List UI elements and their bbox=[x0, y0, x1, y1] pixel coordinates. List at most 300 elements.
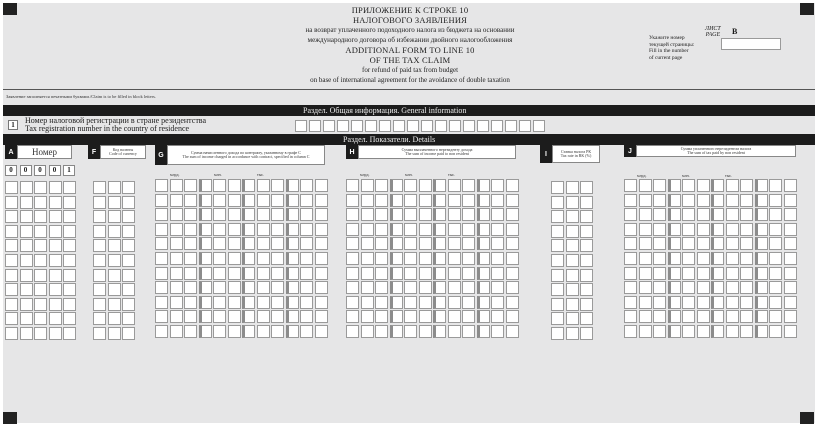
income-paid-box[interactable] bbox=[448, 237, 461, 250]
tax-paid-box[interactable] bbox=[784, 252, 797, 265]
income-charged-box[interactable] bbox=[184, 252, 197, 265]
tax-paid-box[interactable] bbox=[769, 179, 782, 192]
tax-paid-box[interactable] bbox=[740, 296, 753, 309]
tax-rate-box[interactable] bbox=[566, 239, 579, 252]
currency-code-box[interactable] bbox=[108, 181, 121, 194]
tax-paid-box[interactable] bbox=[711, 281, 724, 294]
income-paid-box[interactable] bbox=[404, 281, 417, 294]
income-paid-box[interactable] bbox=[419, 325, 432, 338]
income-paid-box[interactable] bbox=[448, 179, 461, 192]
tax-rate-box[interactable] bbox=[580, 269, 593, 282]
tax-rate-box[interactable] bbox=[580, 225, 593, 238]
income-charged-box[interactable] bbox=[286, 281, 299, 294]
tax-paid-box[interactable] bbox=[755, 194, 768, 207]
income-paid-box[interactable] bbox=[433, 208, 446, 221]
tax-paid-box[interactable] bbox=[726, 325, 739, 338]
income-paid-box[interactable] bbox=[506, 223, 519, 236]
income-charged-box[interactable] bbox=[242, 179, 255, 192]
income-charged-box[interactable] bbox=[300, 252, 313, 265]
income-charged-box[interactable] bbox=[199, 267, 212, 280]
income-charged-box[interactable] bbox=[228, 208, 241, 221]
income-charged-box[interactable] bbox=[155, 267, 168, 280]
tax-rate-box[interactable] bbox=[580, 298, 593, 311]
row-number-box[interactable] bbox=[5, 298, 18, 311]
income-charged-box[interactable] bbox=[257, 325, 270, 338]
income-paid-box[interactable] bbox=[491, 237, 504, 250]
income-paid-box[interactable] bbox=[390, 267, 403, 280]
tax-paid-box[interactable] bbox=[784, 237, 797, 250]
row-number-box[interactable] bbox=[5, 254, 18, 267]
tax-paid-box[interactable] bbox=[639, 237, 652, 250]
row-number-box[interactable] bbox=[49, 298, 62, 311]
currency-code-box[interactable] bbox=[93, 210, 106, 223]
income-charged-box[interactable] bbox=[300, 281, 313, 294]
income-paid-box[interactable] bbox=[506, 208, 519, 221]
income-paid-box[interactable] bbox=[477, 325, 490, 338]
tax-paid-box[interactable] bbox=[784, 208, 797, 221]
income-paid-box[interactable] bbox=[462, 223, 475, 236]
income-charged-box[interactable] bbox=[155, 252, 168, 265]
income-charged-box[interactable] bbox=[170, 310, 183, 323]
income-paid-box[interactable] bbox=[375, 223, 388, 236]
income-charged-box[interactable] bbox=[155, 237, 168, 250]
tax-rate-box[interactable] bbox=[566, 283, 579, 296]
tax-registration-char-box[interactable] bbox=[463, 120, 475, 132]
income-paid-box[interactable] bbox=[346, 281, 359, 294]
tax-paid-box[interactable] bbox=[682, 296, 695, 309]
income-paid-box[interactable] bbox=[404, 223, 417, 236]
tax-paid-box[interactable] bbox=[769, 281, 782, 294]
row-number-box[interactable] bbox=[63, 327, 76, 340]
income-paid-box[interactable] bbox=[491, 179, 504, 192]
income-charged-box[interactable] bbox=[271, 267, 284, 280]
income-paid-box[interactable] bbox=[346, 237, 359, 250]
income-charged-box[interactable] bbox=[242, 267, 255, 280]
tax-paid-box[interactable] bbox=[755, 252, 768, 265]
tax-paid-box[interactable] bbox=[769, 237, 782, 250]
row-number-box[interactable] bbox=[49, 225, 62, 238]
tax-paid-box[interactable] bbox=[653, 194, 666, 207]
income-charged-box[interactable] bbox=[315, 281, 328, 294]
income-paid-box[interactable] bbox=[448, 281, 461, 294]
tax-rate-box[interactable] bbox=[551, 283, 564, 296]
income-paid-box[interactable] bbox=[433, 325, 446, 338]
currency-code-box[interactable] bbox=[93, 283, 106, 296]
row-number-box[interactable] bbox=[63, 254, 76, 267]
income-charged-box[interactable] bbox=[213, 325, 226, 338]
income-charged-box[interactable] bbox=[170, 281, 183, 294]
income-charged-box[interactable] bbox=[199, 179, 212, 192]
tax-paid-box[interactable] bbox=[784, 296, 797, 309]
tax-registration-input[interactable] bbox=[295, 120, 547, 132]
tax-paid-box[interactable] bbox=[726, 252, 739, 265]
row-number-box[interactable] bbox=[34, 225, 47, 238]
income-paid-box[interactable] bbox=[404, 325, 417, 338]
tax-paid-box[interactable] bbox=[682, 252, 695, 265]
tax-paid-box[interactable] bbox=[653, 252, 666, 265]
income-charged-box[interactable] bbox=[315, 237, 328, 250]
income-charged-box[interactable] bbox=[170, 325, 183, 338]
tax-rate-box[interactable] bbox=[580, 312, 593, 325]
income-paid-box[interactable] bbox=[419, 296, 432, 309]
income-charged-box[interactable] bbox=[213, 310, 226, 323]
income-charged-box[interactable] bbox=[271, 296, 284, 309]
currency-code-box[interactable] bbox=[93, 269, 106, 282]
income-charged-box[interactable] bbox=[213, 223, 226, 236]
income-charged-box[interactable] bbox=[199, 223, 212, 236]
row-number-box[interactable] bbox=[34, 254, 47, 267]
income-paid-box[interactable] bbox=[419, 237, 432, 250]
row-number-box[interactable] bbox=[49, 239, 62, 252]
income-charged-box[interactable] bbox=[242, 325, 255, 338]
currency-code-box[interactable] bbox=[122, 283, 135, 296]
income-charged-box[interactable] bbox=[257, 237, 270, 250]
tax-paid-box[interactable] bbox=[711, 179, 724, 192]
tax-paid-box[interactable] bbox=[639, 194, 652, 207]
income-charged-box[interactable] bbox=[155, 325, 168, 338]
currency-code-box[interactable] bbox=[108, 312, 121, 325]
income-paid-box[interactable] bbox=[491, 267, 504, 280]
income-paid-box[interactable] bbox=[419, 208, 432, 221]
income-paid-box[interactable] bbox=[433, 310, 446, 323]
currency-code-box[interactable] bbox=[93, 239, 106, 252]
tax-paid-box[interactable] bbox=[711, 267, 724, 280]
row-number-box[interactable] bbox=[49, 269, 62, 282]
income-charged-box[interactable] bbox=[315, 208, 328, 221]
tax-paid-box[interactable] bbox=[769, 310, 782, 323]
tax-paid-box[interactable] bbox=[624, 223, 637, 236]
tax-paid-box[interactable] bbox=[668, 194, 681, 207]
row-number-box[interactable] bbox=[63, 283, 76, 296]
income-paid-box[interactable] bbox=[375, 281, 388, 294]
row-number-box[interactable] bbox=[20, 210, 33, 223]
tax-paid-box[interactable] bbox=[682, 208, 695, 221]
row-number-box[interactable] bbox=[34, 181, 47, 194]
row-number-box[interactable] bbox=[5, 225, 18, 238]
income-charged-box[interactable] bbox=[286, 223, 299, 236]
tax-rate-box[interactable] bbox=[566, 254, 579, 267]
row-number-box[interactable] bbox=[49, 181, 62, 194]
tax-paid-box[interactable] bbox=[653, 237, 666, 250]
tax-rate-box[interactable] bbox=[551, 239, 564, 252]
income-paid-box[interactable] bbox=[506, 194, 519, 207]
income-paid-box[interactable] bbox=[448, 296, 461, 309]
tax-paid-box[interactable] bbox=[740, 237, 753, 250]
income-paid-box[interactable] bbox=[433, 194, 446, 207]
tax-paid-box[interactable] bbox=[639, 252, 652, 265]
income-paid-box[interactable] bbox=[477, 267, 490, 280]
income-paid-box[interactable] bbox=[419, 223, 432, 236]
tax-paid-box[interactable] bbox=[769, 194, 782, 207]
tax-paid-box[interactable] bbox=[668, 267, 681, 280]
tax-paid-box[interactable] bbox=[726, 179, 739, 192]
income-paid-box[interactable] bbox=[361, 325, 374, 338]
tax-rate-box[interactable] bbox=[551, 298, 564, 311]
currency-code-box[interactable] bbox=[93, 298, 106, 311]
row-number-box[interactable] bbox=[20, 196, 33, 209]
income-paid-box[interactable] bbox=[506, 252, 519, 265]
currency-code-box[interactable] bbox=[122, 196, 135, 209]
tax-paid-box[interactable] bbox=[755, 325, 768, 338]
income-charged-box[interactable] bbox=[300, 194, 313, 207]
income-paid-box[interactable] bbox=[375, 296, 388, 309]
currency-code-box[interactable] bbox=[122, 210, 135, 223]
income-charged-box[interactable] bbox=[271, 281, 284, 294]
currency-code-box[interactable] bbox=[108, 269, 121, 282]
income-charged-box[interactable] bbox=[286, 237, 299, 250]
row-number-box[interactable] bbox=[63, 210, 76, 223]
tax-registration-char-box[interactable] bbox=[449, 120, 461, 132]
income-charged-box[interactable] bbox=[242, 194, 255, 207]
row-number-box[interactable] bbox=[20, 254, 33, 267]
income-charged-box[interactable] bbox=[199, 208, 212, 221]
income-charged-box[interactable] bbox=[170, 237, 183, 250]
tax-paid-box[interactable] bbox=[653, 179, 666, 192]
tax-paid-box[interactable] bbox=[697, 237, 710, 250]
tax-paid-box[interactable] bbox=[624, 194, 637, 207]
income-charged-box[interactable] bbox=[184, 179, 197, 192]
income-paid-box[interactable] bbox=[390, 194, 403, 207]
tax-paid-box[interactable] bbox=[624, 296, 637, 309]
tax-paid-box[interactable] bbox=[740, 310, 753, 323]
income-paid-box[interactable] bbox=[346, 223, 359, 236]
income-charged-box[interactable] bbox=[184, 267, 197, 280]
tax-paid-box[interactable] bbox=[755, 310, 768, 323]
tax-paid-box[interactable] bbox=[769, 296, 782, 309]
income-paid-box[interactable] bbox=[433, 267, 446, 280]
income-paid-box[interactable] bbox=[477, 223, 490, 236]
income-charged-box[interactable] bbox=[286, 194, 299, 207]
tax-paid-box[interactable] bbox=[755, 208, 768, 221]
income-charged-box[interactable] bbox=[170, 208, 183, 221]
tax-paid-box[interactable] bbox=[769, 208, 782, 221]
income-charged-box[interactable] bbox=[199, 237, 212, 250]
row-number-box[interactable] bbox=[63, 239, 76, 252]
income-paid-box[interactable] bbox=[477, 296, 490, 309]
tax-paid-box[interactable] bbox=[639, 310, 652, 323]
income-paid-box[interactable] bbox=[448, 310, 461, 323]
tax-paid-box[interactable] bbox=[639, 179, 652, 192]
tax-paid-box[interactable] bbox=[653, 223, 666, 236]
income-charged-box[interactable] bbox=[242, 208, 255, 221]
income-charged-box[interactable] bbox=[315, 252, 328, 265]
income-paid-box[interactable] bbox=[375, 310, 388, 323]
currency-code-box[interactable] bbox=[122, 239, 135, 252]
tax-paid-box[interactable] bbox=[740, 194, 753, 207]
income-paid-box[interactable] bbox=[491, 252, 504, 265]
tax-paid-box[interactable] bbox=[668, 281, 681, 294]
tax-rate-box[interactable] bbox=[551, 225, 564, 238]
tax-paid-box[interactable] bbox=[624, 281, 637, 294]
income-charged-box[interactable] bbox=[300, 208, 313, 221]
income-paid-box[interactable] bbox=[506, 310, 519, 323]
income-paid-box[interactable] bbox=[346, 267, 359, 280]
income-charged-box[interactable] bbox=[271, 310, 284, 323]
income-paid-box[interactable] bbox=[462, 296, 475, 309]
tax-paid-box[interactable] bbox=[711, 252, 724, 265]
tax-registration-char-box[interactable] bbox=[309, 120, 321, 132]
income-paid-box[interactable] bbox=[506, 296, 519, 309]
income-paid-box[interactable] bbox=[433, 296, 446, 309]
income-paid-box[interactable] bbox=[346, 252, 359, 265]
tax-paid-box[interactable] bbox=[740, 179, 753, 192]
income-charged-box[interactable] bbox=[184, 194, 197, 207]
tax-paid-box[interactable] bbox=[624, 325, 637, 338]
tax-rate-box[interactable] bbox=[551, 210, 564, 223]
income-charged-box[interactable] bbox=[300, 223, 313, 236]
currency-code-box[interactable] bbox=[122, 327, 135, 340]
tax-paid-box[interactable] bbox=[697, 179, 710, 192]
tax-rate-box[interactable] bbox=[580, 327, 593, 340]
income-paid-box[interactable] bbox=[491, 325, 504, 338]
currency-code-box[interactable] bbox=[108, 239, 121, 252]
row-number-box[interactable] bbox=[49, 254, 62, 267]
income-paid-box[interactable] bbox=[361, 296, 374, 309]
tax-paid-box[interactable] bbox=[755, 179, 768, 192]
tax-paid-box[interactable] bbox=[697, 310, 710, 323]
row-number-box[interactable] bbox=[34, 239, 47, 252]
income-charged-box[interactable] bbox=[213, 208, 226, 221]
income-paid-box[interactable] bbox=[433, 179, 446, 192]
income-paid-box[interactable] bbox=[419, 179, 432, 192]
income-charged-box[interactable] bbox=[228, 267, 241, 280]
currency-code-box[interactable] bbox=[122, 181, 135, 194]
tax-paid-box[interactable] bbox=[668, 296, 681, 309]
row-number-box[interactable] bbox=[34, 298, 47, 311]
tax-paid-box[interactable] bbox=[697, 267, 710, 280]
row-number-box[interactable] bbox=[63, 312, 76, 325]
income-charged-box[interactable] bbox=[271, 179, 284, 192]
tax-paid-box[interactable] bbox=[784, 281, 797, 294]
tax-rate-box[interactable] bbox=[551, 181, 564, 194]
tax-paid-box[interactable] bbox=[639, 281, 652, 294]
currency-code-box[interactable] bbox=[93, 196, 106, 209]
income-charged-box[interactable] bbox=[315, 296, 328, 309]
tax-paid-box[interactable] bbox=[668, 325, 681, 338]
income-paid-box[interactable] bbox=[491, 208, 504, 221]
tax-paid-box[interactable] bbox=[740, 325, 753, 338]
tax-rate-box[interactable] bbox=[551, 196, 564, 209]
tax-paid-box[interactable] bbox=[639, 208, 652, 221]
currency-code-box[interactable] bbox=[93, 254, 106, 267]
row-number-box[interactable] bbox=[63, 196, 76, 209]
income-charged-box[interactable] bbox=[242, 310, 255, 323]
income-paid-box[interactable] bbox=[491, 310, 504, 323]
income-charged-box[interactable] bbox=[286, 325, 299, 338]
income-charged-box[interactable] bbox=[242, 252, 255, 265]
income-paid-box[interactable] bbox=[346, 310, 359, 323]
tax-rate-box[interactable] bbox=[566, 298, 579, 311]
row-number-box[interactable] bbox=[5, 327, 18, 340]
tax-paid-box[interactable] bbox=[784, 267, 797, 280]
row-number-box[interactable] bbox=[34, 210, 47, 223]
tax-paid-box[interactable] bbox=[726, 281, 739, 294]
row-number-box[interactable] bbox=[20, 327, 33, 340]
income-paid-box[interactable] bbox=[506, 325, 519, 338]
tax-paid-box[interactable] bbox=[784, 223, 797, 236]
tax-rate-box[interactable] bbox=[580, 181, 593, 194]
income-charged-box[interactable] bbox=[228, 179, 241, 192]
tax-rate-box[interactable] bbox=[580, 196, 593, 209]
income-charged-box[interactable] bbox=[286, 252, 299, 265]
income-paid-box[interactable] bbox=[433, 223, 446, 236]
tax-rate-box[interactable] bbox=[551, 254, 564, 267]
income-paid-box[interactable] bbox=[506, 179, 519, 192]
tax-paid-box[interactable] bbox=[624, 252, 637, 265]
income-charged-box[interactable] bbox=[300, 267, 313, 280]
income-charged-box[interactable] bbox=[242, 223, 255, 236]
income-paid-box[interactable] bbox=[390, 325, 403, 338]
tax-paid-box[interactable] bbox=[711, 208, 724, 221]
row-number-box[interactable] bbox=[63, 181, 76, 194]
tax-paid-box[interactable] bbox=[682, 325, 695, 338]
tax-rate-box[interactable] bbox=[566, 210, 579, 223]
income-paid-box[interactable] bbox=[491, 223, 504, 236]
income-paid-box[interactable] bbox=[390, 237, 403, 250]
income-charged-box[interactable] bbox=[271, 223, 284, 236]
tax-paid-box[interactable] bbox=[784, 325, 797, 338]
row-number-box[interactable] bbox=[63, 298, 76, 311]
tax-paid-box[interactable] bbox=[668, 252, 681, 265]
row-number-box[interactable] bbox=[20, 298, 33, 311]
currency-code-box[interactable] bbox=[122, 254, 135, 267]
income-charged-box[interactable] bbox=[228, 281, 241, 294]
income-paid-box[interactable] bbox=[346, 194, 359, 207]
income-paid-box[interactable] bbox=[361, 223, 374, 236]
tax-paid-box[interactable] bbox=[653, 310, 666, 323]
tax-rate-box[interactable] bbox=[551, 327, 564, 340]
row-number-box[interactable] bbox=[5, 181, 18, 194]
tax-registration-char-box[interactable] bbox=[407, 120, 419, 132]
tax-paid-box[interactable] bbox=[755, 296, 768, 309]
income-paid-box[interactable] bbox=[433, 281, 446, 294]
income-charged-box[interactable] bbox=[257, 296, 270, 309]
income-charged-box[interactable] bbox=[228, 296, 241, 309]
tax-paid-box[interactable] bbox=[653, 281, 666, 294]
income-paid-box[interactable] bbox=[390, 310, 403, 323]
tax-paid-box[interactable] bbox=[668, 237, 681, 250]
tax-paid-box[interactable] bbox=[726, 267, 739, 280]
income-paid-box[interactable] bbox=[404, 194, 417, 207]
income-paid-box[interactable] bbox=[375, 208, 388, 221]
tax-paid-box[interactable] bbox=[682, 237, 695, 250]
income-paid-box[interactable] bbox=[462, 194, 475, 207]
income-charged-box[interactable] bbox=[257, 252, 270, 265]
income-charged-box[interactable] bbox=[271, 252, 284, 265]
income-charged-box[interactable] bbox=[228, 325, 241, 338]
income-paid-box[interactable] bbox=[491, 194, 504, 207]
income-charged-box[interactable] bbox=[155, 281, 168, 294]
row-number-box[interactable] bbox=[34, 327, 47, 340]
income-paid-box[interactable] bbox=[361, 237, 374, 250]
income-charged-box[interactable] bbox=[170, 179, 183, 192]
income-charged-box[interactable] bbox=[213, 194, 226, 207]
income-charged-box[interactable] bbox=[228, 223, 241, 236]
currency-code-box[interactable] bbox=[93, 181, 106, 194]
tax-rate-box[interactable] bbox=[566, 327, 579, 340]
income-charged-box[interactable] bbox=[286, 208, 299, 221]
income-paid-box[interactable] bbox=[462, 281, 475, 294]
income-paid-box[interactable] bbox=[390, 252, 403, 265]
income-charged-box[interactable] bbox=[257, 310, 270, 323]
income-paid-box[interactable] bbox=[477, 237, 490, 250]
income-paid-box[interactable] bbox=[404, 179, 417, 192]
tax-paid-box[interactable] bbox=[711, 194, 724, 207]
tax-paid-box[interactable] bbox=[711, 296, 724, 309]
currency-code-box[interactable] bbox=[108, 327, 121, 340]
income-paid-box[interactable] bbox=[462, 252, 475, 265]
income-paid-box[interactable] bbox=[375, 179, 388, 192]
